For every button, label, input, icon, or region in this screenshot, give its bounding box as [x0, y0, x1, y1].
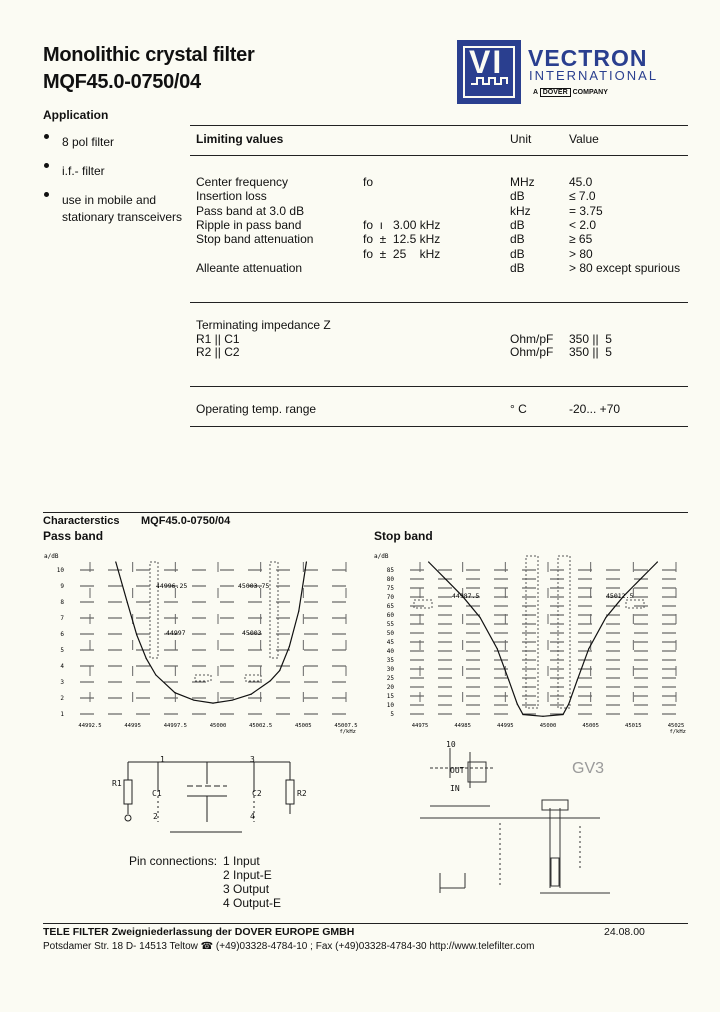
data-point — [445, 579, 446, 580]
table-rule-2 — [190, 386, 688, 387]
limits-cell-param: Ripple in pass band — [196, 217, 302, 232]
logo-name: VECTRON — [528, 45, 648, 71]
package-dim-in: IN — [450, 784, 460, 793]
y-tick-label: 75 — [386, 585, 394, 592]
data-point — [174, 692, 175, 693]
data-point — [146, 658, 147, 659]
circuit-schematic — [112, 752, 312, 842]
y-tick-label: 2 — [60, 695, 64, 702]
limits-cell-value: = 3.75 — [569, 203, 603, 218]
y-tick-label: 35 — [386, 657, 394, 664]
section-rule — [43, 512, 688, 513]
y-tick-label: 85 — [386, 567, 394, 574]
limits-cell-param: Insertion loss — [196, 189, 267, 204]
data-point — [568, 704, 569, 705]
data-point — [136, 634, 137, 635]
bullet-icon — [44, 192, 49, 197]
y-tick-label: 7 — [60, 615, 64, 622]
x-tick-label: 45000 — [539, 723, 557, 729]
unit-heading: Unit — [510, 132, 532, 146]
limits-cell-value: ≥ 65 — [569, 232, 593, 247]
y-tick-label: 55 — [386, 621, 394, 628]
limits-cell-cond: fo ± 12.5 kHz — [363, 232, 441, 247]
chart-ylabel: a/dB — [374, 553, 389, 560]
y-tick-label: 50 — [386, 630, 394, 637]
temp-param: Operating temp. range — [196, 402, 317, 416]
chart-annotation: 45003.75 — [238, 582, 270, 590]
x-unit-label: f/kHz — [669, 729, 686, 734]
x-tick-label: 44985 — [454, 723, 471, 729]
vectron-logo — [455, 38, 695, 108]
y-tick-label: 3 — [60, 679, 64, 686]
y-tick-label: 25 — [386, 675, 394, 682]
y-tick-label: 5 — [60, 647, 64, 654]
package-drawing — [410, 738, 630, 898]
pin-item-1: 1 Input — [223, 854, 260, 868]
limits-cell-unit: dB — [510, 260, 525, 275]
data-point — [605, 617, 606, 618]
pin-item-3: 3 Output — [223, 882, 270, 896]
limits-cell-cond: fo — [363, 175, 374, 189]
limits-cell-param: Alleante attenuation — [196, 260, 303, 275]
x-tick-label: 45007.5 — [334, 723, 358, 729]
pin-connections-label: Pin connections: — [129, 854, 218, 868]
logo-tag-a: A — [533, 89, 538, 96]
data-point — [231, 700, 232, 701]
data-point — [542, 716, 543, 717]
application-item-3-line2: stationary transceivers — [62, 210, 183, 224]
y-tick-label: 5 — [390, 711, 394, 718]
data-point — [479, 617, 480, 618]
data-point — [127, 602, 128, 603]
pass-band-chart — [40, 548, 362, 734]
footer-rule — [43, 923, 688, 924]
product-title: Monolithic crystal filter — [43, 44, 255, 66]
x-tick-label: 45000 — [209, 723, 227, 729]
logo-mark-text: VI — [469, 44, 504, 80]
chart-annotation: 44987.5 — [452, 592, 480, 600]
x-tick-label: 45025 — [667, 723, 685, 729]
hatched-band — [414, 600, 432, 608]
limits-cell-value: > 80 except spurious — [569, 260, 681, 275]
x-tick-label: 45015 — [625, 723, 642, 729]
y-tick-label: 30 — [386, 666, 394, 673]
x-tick-label: 45005 — [295, 723, 312, 729]
x-tick-label: 44995 — [497, 723, 514, 729]
schematic-pin2: 2 — [153, 812, 158, 821]
temp-value: -20... +70 — [569, 402, 621, 416]
limits-cell-unit: dB — [510, 246, 525, 261]
bullet-icon — [44, 134, 49, 139]
data-point — [588, 648, 589, 649]
chart-annotation: 44997 — [166, 629, 186, 637]
product-model: MQF45.0-0750/04 — [43, 71, 201, 93]
bullet-icon — [44, 163, 49, 168]
limits-cell-unit: MHz — [510, 175, 535, 189]
hatched-band — [150, 562, 158, 658]
x-tick-label: 44975 — [411, 723, 429, 729]
application-item-1: 8 pol filter — [62, 135, 115, 149]
application-item-2: i.f.- filter — [62, 164, 105, 178]
data-point — [508, 679, 509, 680]
x-tick-label: 44995 — [124, 723, 141, 729]
data-point — [193, 700, 194, 701]
footer-company: TELE FILTER Zweigniederlassung der DOVER EUROPE GMBH — [43, 926, 355, 938]
y-tick-label: 80 — [386, 576, 394, 583]
schematic-pin3: 3 — [250, 755, 255, 764]
table-rule-header — [190, 155, 688, 156]
impedance-cell-param: Terminating impedance Z — [196, 318, 331, 332]
y-tick-label: 6 — [60, 631, 64, 638]
schematic-pin1: 1 — [160, 755, 165, 764]
hatched-band — [626, 600, 644, 608]
logo-tag-company: COMPANY — [572, 89, 608, 96]
x-tick-label: 44997.5 — [163, 723, 187, 729]
pass-band-plot — [40, 548, 362, 734]
schematic-drawing — [112, 752, 312, 842]
limits-cell-value: < 2.0 — [569, 217, 597, 232]
data-point — [212, 703, 213, 704]
application-item-3: use in mobile and — [62, 193, 157, 207]
hatched-band — [245, 675, 261, 681]
value-heading: Value — [569, 132, 599, 146]
characteristics-heading: Characterstics — [43, 515, 120, 527]
data-point — [298, 610, 299, 611]
limits-cell-param: Stop band attenuation — [196, 232, 314, 247]
x-unit-label: f/kHz — [339, 729, 356, 734]
data-point — [279, 670, 280, 671]
pin-item-4: 4 Output-E — [223, 896, 282, 910]
y-tick-label: 1 — [60, 711, 64, 718]
footer-address: Potsdamer Str. 18 D- 14513 Teltow ☎ (+49)03328-4784-10 ; Fax (+49)03328-4784-30 http://www.telefilter.com — [43, 941, 535, 952]
logo-tag-dover: DOVER — [540, 88, 571, 97]
x-tick-label: 45002.5 — [249, 723, 273, 729]
limits-cell-value: ≤ 7.0 — [569, 189, 596, 204]
y-tick-label: 70 — [386, 594, 394, 601]
package-dim-out: OUT — [450, 766, 465, 775]
schematic-pin4: 4 — [250, 812, 255, 821]
data-point — [497, 648, 498, 649]
limits-cell-value: > 80 — [569, 246, 593, 261]
y-tick-label: 40 — [386, 648, 394, 655]
data-point — [522, 714, 523, 715]
y-tick-label: 9 — [60, 583, 64, 590]
schematic-r2: R2 — [297, 789, 307, 798]
limits-cell-param: Center frequency — [196, 175, 289, 189]
y-tick-label: 10 — [386, 702, 394, 709]
pass-band-title: Pass band — [43, 529, 104, 543]
limits-heading: Limiting values — [196, 132, 284, 146]
y-tick-label: 4 — [60, 663, 64, 670]
chart-annotation: 45012.5 — [606, 592, 634, 600]
chart-annotation: 45003 — [242, 629, 262, 637]
table-rule-3 — [190, 426, 688, 427]
pin-item-2: 2 Input-E — [223, 868, 272, 882]
impedance-cell-value: 350 || 5 — [569, 331, 612, 346]
data-point — [155, 674, 156, 675]
limits-cell-cond: fo ı 3.00 kHz — [363, 217, 441, 232]
schematic-c2: C2 — [252, 789, 262, 798]
hatched-band — [195, 675, 211, 681]
data-point — [115, 561, 116, 562]
limits-cell-param: Pass band at 3.0 dB — [196, 203, 305, 218]
impedance-cell-param: R1 || C1 — [196, 331, 240, 346]
chart-ylabel: a/dB — [44, 553, 59, 560]
package-dim-top: 10 — [446, 740, 456, 749]
y-tick-label: 65 — [386, 603, 394, 610]
chart-annotation: 44996.25 — [156, 582, 188, 590]
impedance-cell-unit: Ohm/pF — [510, 345, 554, 359]
data-point — [306, 561, 307, 562]
data-point — [270, 680, 271, 681]
y-tick-label: 20 — [386, 684, 394, 691]
x-tick-label: 45005 — [582, 723, 599, 729]
data-point — [428, 561, 429, 562]
schematic-c1: C1 — [152, 789, 162, 798]
logo-tagline — [533, 89, 608, 96]
schematic-r1: R1 — [112, 779, 122, 788]
stop-band-chart — [370, 548, 692, 734]
limits-cell-cond: fo ± 25 kHz — [363, 246, 441, 261]
impedance-cell-param: R2 || C2 — [196, 345, 240, 359]
y-tick-label: 15 — [386, 693, 394, 700]
limits-cell-unit: dB — [510, 217, 525, 232]
impedance-cell-unit: Ohm/pF — [510, 331, 554, 346]
temp-unit: ° C — [510, 402, 527, 416]
limits-cell-value: 45.0 — [569, 175, 593, 189]
y-tick-label: 45 — [386, 639, 394, 646]
data-point — [251, 694, 252, 695]
stop-band-title: Stop band — [374, 529, 433, 543]
characteristics-model: MQF45.0-0750/04 — [141, 515, 231, 527]
data-point — [657, 561, 658, 562]
y-tick-label: 60 — [386, 612, 394, 619]
limits-cell-unit: dB — [510, 232, 525, 247]
data-point — [517, 704, 518, 705]
stop-band-plot — [370, 548, 692, 734]
impedance-cell-value: 350 || 5 — [569, 345, 612, 359]
data-point — [289, 646, 290, 647]
footer-date: 24.08.00 — [604, 926, 645, 938]
application-heading: Application — [43, 108, 109, 122]
table-rule-top — [190, 125, 688, 126]
data-point — [562, 714, 563, 715]
logo-subtitle: INTERNATIONAL — [529, 68, 659, 83]
package-label: GV3 — [572, 760, 605, 777]
data-point — [640, 579, 641, 580]
limits-cell-unit: kHz — [510, 203, 531, 218]
x-tick-label: 44992.5 — [78, 723, 102, 729]
data-point — [577, 679, 578, 680]
limits-cell-unit: dB — [510, 189, 525, 204]
y-tick-label: 8 — [60, 599, 64, 606]
hatched-band — [270, 562, 278, 658]
table-rule-1 — [190, 302, 688, 303]
y-tick-label: 10 — [56, 567, 64, 574]
